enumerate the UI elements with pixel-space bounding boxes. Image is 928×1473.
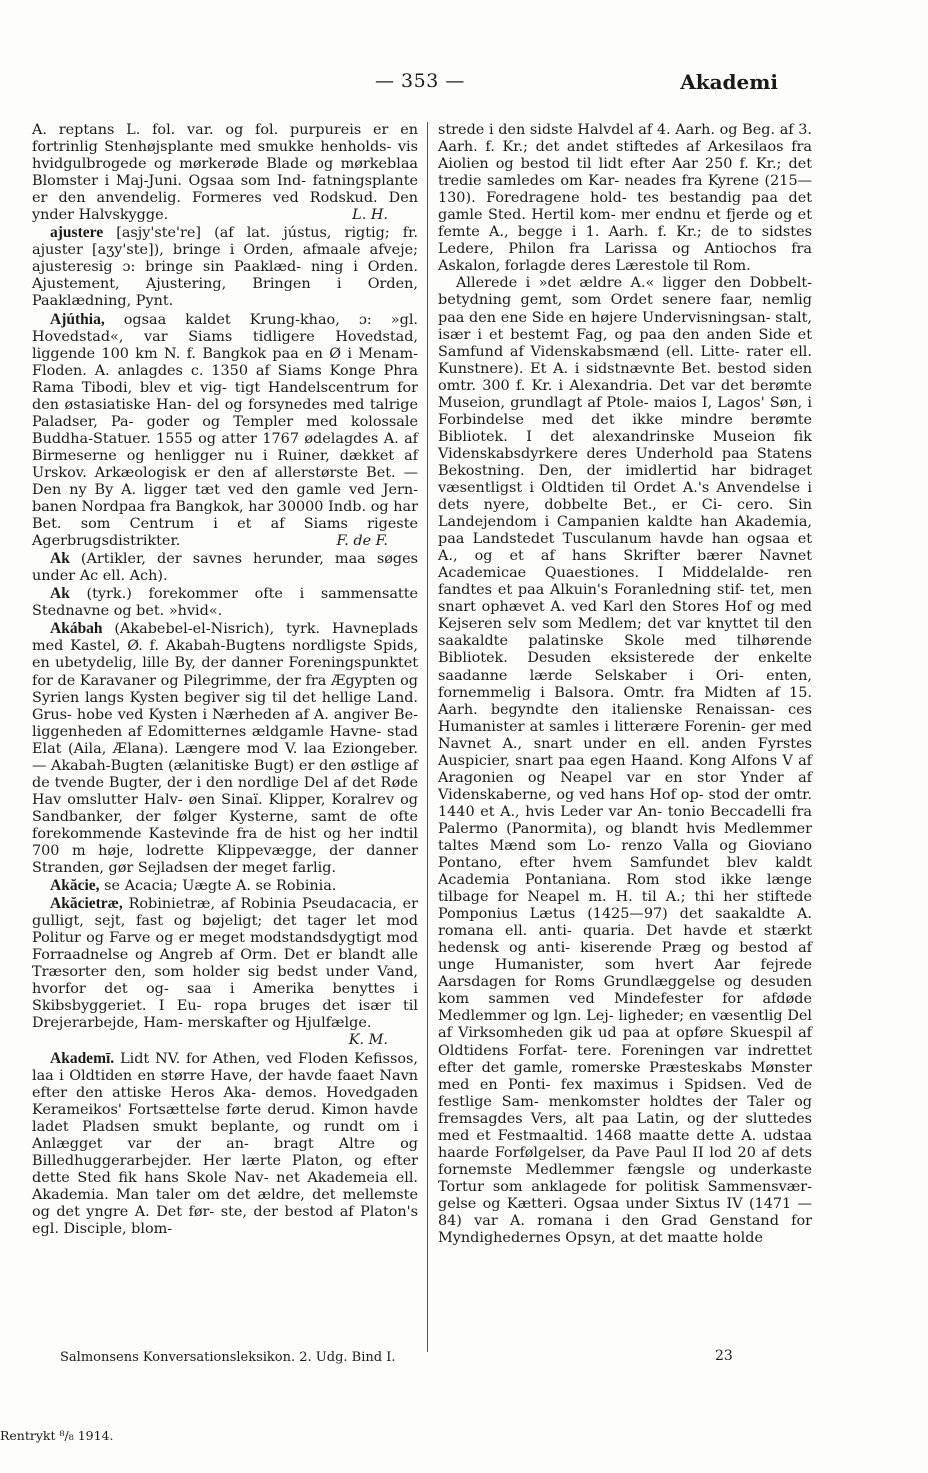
entry-text: ogsaa kaldet Krung-khao, ɔ: »gl. Hovedstad«, var Siams tidligere Hovedstad, liggende 100 km N. f. Bangkok paa en Ø i Menam-Floden. A. anlagdes c. 1350 af Siams Konge Phra Rama Tibodi, blev et vig- tigt Handelscentrum for den østasiatiske Han- del og forsynedes med talrige Paladser, Pa- goder og Templer med kolossale Buddha-Statuer. 1555 og atter 1767 ødelagdes A. af Birmeserne og henligger nu i Ruiner, dækket af Urskov. Arkæologisk er den af allerstørste Bet. — Den ny By A. ligger tæt ved den gamle ved Jern- banen Nordpaa fra Bangkok, har 30000 Indb. og har Bet. som Centrum i et af Siams rigeste Agerbrugsdistrikter. <box>32 311 418 550</box>
entry-headword: Akăcie, <box>50 877 100 895</box>
entry-headword: Ajúthia, <box>50 310 105 328</box>
dictionary-entry <box>32 585 418 620</box>
entry-text: se Acacia; Uægte A. se Robinia. <box>104 878 337 895</box>
entry-text: (Akabebel-el-Nisrich), tyrk. Havneplads med Kastel, Ø. f. Akabah-Bugtens nordligste Spids, en ubetydelig, lille By, der danner Foreningspunktet for de Karavaner og Pilegrimme, der fra Ægypten og Syrien langs Kysten begiver sig til det hellige Land. Grus- hobe ved Kysten i Nærheden af A. angiver Be- liggenheden af Edomitternes ældgamle Havne- stad Elat (Aila, Ælana). Længere mod V. laa Eziongeber. — Akabah-Bugten (ælanitiske Bugt) er den østlige af de tvende Bugter, der i den nordlige Del af det Røde Hav omslutter Halv- øen Sinaï. Klipper, Koralrev og Sandbanker, der følger Kysterne, samt de ofte forekommende Kastevinde fra de hist og her indtil 700 m høje, lodrette Klippevægge, der danner Stranden, gør Sejladsen der meget farlig. <box>32 621 418 877</box>
body-paragraph: strede i den sidste Halvdel af 4. Aarh. og Beg. af 3. Aarh. f. Kr.; det andet stiftedes af Arkesilaos fra Aiolien og bestod til lidt efter Aar 250 f. Kr.; det tredie samledes om Kar- neades fra Kyrene (215—130). Foredragene hold- tes bestandig paa det gamle Sted. Hertil kom- mer endnu et fjerde og et femte A., begge i 1. Aarh. f. Kr.; de to sidstes Ledere, Philon fra Larissa og Antiochos fra Askalon, forlagde deres Lærestole til Rom. <box>438 122 812 275</box>
author-signature: K. M. <box>348 1032 388 1049</box>
dictionary-entry <box>32 1050 418 1239</box>
dictionary-entry <box>32 877 418 895</box>
left-column <box>32 122 418 1238</box>
entry-headword: Ak <box>50 585 70 603</box>
right-column <box>438 122 812 1247</box>
publication-footer: Salmonsens Konversationsleksikon. 2. Udg. Bind I. <box>60 1350 396 1365</box>
dictionary-entry <box>32 224 418 310</box>
body-paragraph: Allerede i »det ældre A.« ligger den Dobbelt- betydning gemt, som Ordet senere faar, nemlig paa den ene Side en højere Undervisningsan- stalt, især i et bestemt Fag, og paa den anden Side et Samfund af Videnskabsmænd (ell. Litte- rater ell. Kunstnere). Et A. i sidstnævnte Bet. bestod siden omtr. 300 f. Kr. i Alexandria. Det var det berømte Museion, grundlagt af Ptole- maios I, Lagos' Søn, i Forbindelse med det ikke mindre berømte Bibliotek. I det alexandrinske Museion fik Videnskabsdyrkere deres Underhold paa Statens Bekostning. Den, der imidlertid har bidraget væsentligst i Oldtiden til Ordet A.'s Anvendelse i dets nyere, dobbelte Bet., er Ci- cero. Sin Landejendom i Campanien kaldte han Akademia, paa Landstedet Tusculanum havde han ogsaa et A., og et af hans Skrifter bærer Navnet Academicae Quaestiones. I Middelalde- ren fandtes et paa Alkuin's Foranledning stif- tet, men snart ophævet A. ved Karl den Stores Hof og med Kejseren selv som Medlem; det var knyttet til den saakaldte palatinske Skole med tilhørende Bibliotek. Desuden eksisterede der enkelte saadanne lærde Selskaber i Ori- enten, fornemmelig i Balsora. Omtr. fra Midten af 15. Aarh. begyndte den italienske Renaissan- ces Humanister at samles i litterære Forenin- ger med Navnet A., snart under en ell. anden Fyrstes Auspicier, snart paa egen Haand. Kong Alfons V af Aragonien og Neapel var en stor Ynder af Videnskaberne, og ved hans Hof op- stod der omtr. 1440 et A., hvis Leder var An- tonio Beccadelli fra Palermo (Panormita), og blandt hvis Medlemmer taltes Mænd som Lo- renzo Valla og Gioviano Pontano, efter hvem Samfundet blev kaldt Academia Pontaniana. Rom stod ikke længe tilbage for Neapel m. H. til A.; thi her stiftede Pomponius Lætus (1425—97) det saakaldte A. romana ell. anti- quaria. Det havde et stærkt hedensk og anti- kiserende Præg og bestod af unge Humanister, som hvert Aar fejrede Aarsdagen for Roms Grundlæggelse og desuden kom sammen ved Mindefester for afdøde Medlemmer og lgn. Lej- ligheder; en væsentlig Del af Virksomheden gik ud paa at opføre Skuespil af Oldtidens Forfat- tere. Foreningen var indrettet efter det gamle, romerske Præsteskabs Mønster med en Ponti- fex maximus i Spidsen. Ved de festlige Sam- menkomster holdtes der Taler og fremsagdes Vers, alt paa Latin, og der sluttedes med et Festmaaltid. 1468 maatte dette A. udstaa haarde Forfølgelser, da Pave Paul II lod 20 af dets fornemste Medlemmer fængsle og underkaste Tortur som anklagede for politisk Sammensvær- gelse og Kætteri. Ogsaa under Sixtus IV (1471 —84) var A. romana i den Grad Genstand for Myndighedernes Opsyn, at det maatte holde <box>438 275 812 1247</box>
entry-text: A. reptans L. fol. var. og fol. purpureis er en fortrinlig Stenhøjsplante med smukke henholds- vis hvidgulbrogede og mørkerøde Blade og mørkeblaa Blomster i Maj-Juni. Ogsaa som Ind- fatningsplante er den anvendelig. Formeres ved Rodskud. Den ynder Halvskygge. <box>32 122 418 224</box>
dictionary-entry <box>32 122 418 224</box>
dictionary-entry <box>32 311 418 551</box>
column-divider <box>427 122 428 1352</box>
entry-text: Robinietræ, af Robinia Pseudacacia, er gulligt, sejt, fast og bøjeligt; det tager let mod Politur og Farve og er meget modstandsdygtigt mod Forraadnelse og Angreb af Orm. Det er blandt alle Træsorter den, som holder sig bedst under Vand, hvorfor det og- saa i Amerika benyttes i Skibsbyggeriet. I Eu- ropa bruges det især til Drejerarbejde, Ham- merskafter og Hjulfælge. <box>32 896 419 1032</box>
dictionary-entry <box>32 895 418 1049</box>
entry-text: (tyrk.) forekommer ofte i sammensatte Stednavne og bet. »hvid«. <box>32 586 418 620</box>
reprint-note: Rentrykt ⁸/₈ 1914. <box>0 1428 114 1443</box>
entry-text: (Artikler, der savnes herunder, maa søges under Ac ell. Ach). <box>32 551 418 585</box>
page-header <box>0 70 928 100</box>
entry-headword: Ak <box>50 550 70 568</box>
entry-headword: Akăcietræ, <box>50 895 123 913</box>
entry-text: Lidt NV. for Athen, ved Floden Kefissos, laa i Oldtiden en større Have, der havde faaet Navn efter den attiske Heros Aka- demos. Hovedgaden Kerameikos' Fortsættelse førte derud. Kimon havde ladet Pladsen smukt beplante, og rundt om i Anlægget var der an- bragt Altre og Billedhuggerarbejder. Her lærte Platon, og efter dette Sted fik hans Skole Nav- net Akademeia ell. Akademia. Man taler om det ældre, det mellemste og det yngre A. Det før- ste, der bestod af Platon's egl. Disciple, blom- <box>32 1050 418 1237</box>
dictionary-entry <box>32 620 418 877</box>
entry-text: [asjy'ste're] (af lat. jústus, rigtig; fr. ajuster [aʒy'ste]), bringe i Orden, afmaale afveje; ajusteresig ɔ: bringe sin Paaklæd- ning i Orden. Ajustement, Ajustering, Bringen i Orden, Paaklædning, Pynt. <box>32 225 419 310</box>
entry-headword: Akábah <box>50 620 103 638</box>
entry-headword: Akademī. <box>50 1049 115 1067</box>
author-signature: F. de F. <box>336 533 388 550</box>
running-head: Akademi <box>680 70 778 94</box>
author-signature: L. H. <box>352 207 388 224</box>
sheet-number: 23 <box>715 1348 733 1364</box>
page-number: — 353 — <box>375 70 465 92</box>
entry-headword: ajustere <box>50 224 104 242</box>
dictionary-entry <box>32 550 418 585</box>
